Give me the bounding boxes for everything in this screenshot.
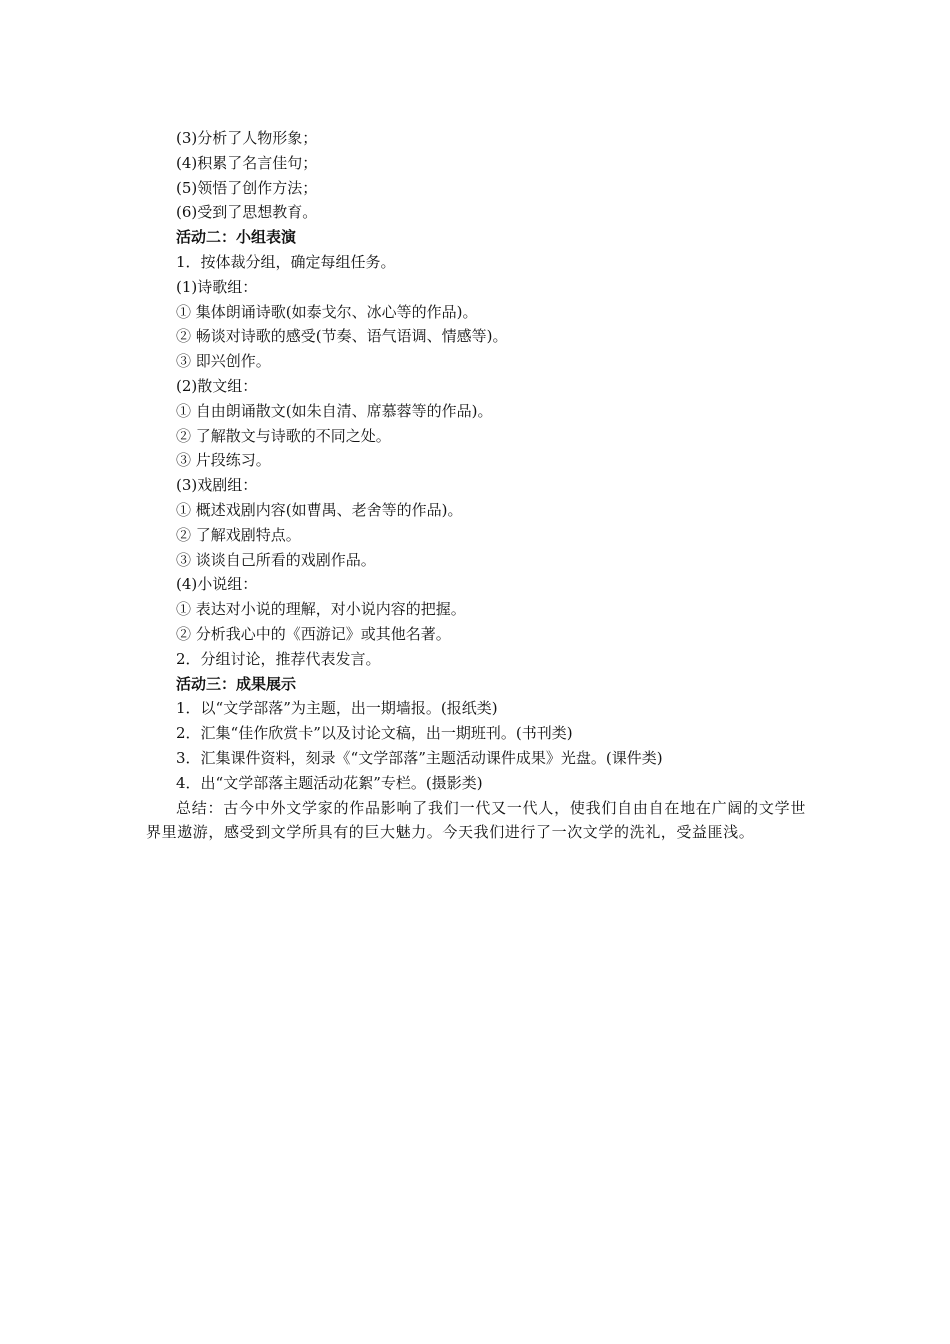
text-line: (2)散文组： [176, 376, 258, 395]
text-line: ① 概述戏剧内容(如曹禺、老舍等的作品)。 [176, 500, 463, 519]
text-line: ② 分析我心中的《西游记》或其他名著。 [176, 624, 451, 643]
text-line: ① 集体朗诵诗歌(如泰戈尔、冰心等的作品)。 [176, 302, 478, 321]
section-heading: 活动三：成果展示 [176, 674, 297, 693]
text-line: ① 自由朗诵散文(如朱自清、席慕蓉等的作品)。 [176, 401, 493, 420]
text-line: ③ 片段练习。 [176, 451, 271, 470]
document-body [146, 126, 806, 796]
section-heading: 活动二：小组表演 [176, 228, 297, 247]
text-line: ① 表达对小说的理解，对小说内容的把握。 [176, 600, 466, 619]
text-line: 4．出“文学部落主题活动花絮”专栏。(摄影类) [176, 773, 483, 792]
text-line: 3．汇集课件资料，刻录《“文学部落”主题活动课件成果》光盘。(课件类) [176, 748, 663, 767]
summary-paragraph: 总结：古今中外文学家的作品影响了我们一代又一代人，使我们自由自在地在广阔的文学世界里遨游，感受到文学所具有的巨大魅力。今天我们进行了一次文学的洗礼，受益匪浅。 [146, 798, 806, 842]
text-line: (1)诗歌组： [176, 277, 258, 296]
text-line: ② 了解散文与诗歌的不同之处。 [176, 426, 391, 445]
text-line: (4)积累了名言佳句； [176, 153, 318, 172]
text-line: (6)受到了思想教育。 [176, 203, 318, 222]
text-line: 1．按体裁分组，确定每组任务。 [176, 252, 396, 271]
text-line: ② 畅谈对诗歌的感受(节奏、语气语调、情感等)。 [176, 327, 508, 346]
document-page [146, 126, 806, 845]
text-line: ③ 谈谈自己所看的戏剧作品。 [176, 550, 376, 569]
text-line: (5)领悟了创作方法； [176, 178, 318, 197]
text-line: ② 了解戏剧特点。 [176, 525, 301, 544]
text-line: ③ 即兴创作。 [176, 352, 271, 371]
text-line: 2．汇集“佳作欣赏卡”以及讨论文稿，出一期班刊。(书刊类) [176, 724, 573, 743]
text-line: 2．分组讨论，推荐代表发言。 [176, 649, 381, 668]
text-line: 1．以“文学部落”为主题，出一期墙报。(报纸类) [176, 699, 498, 718]
text-line: (3)分析了人物形象； [176, 129, 318, 147]
text-line: (3)戏剧组： [176, 476, 258, 495]
text-line: (4)小说组： [176, 575, 258, 594]
